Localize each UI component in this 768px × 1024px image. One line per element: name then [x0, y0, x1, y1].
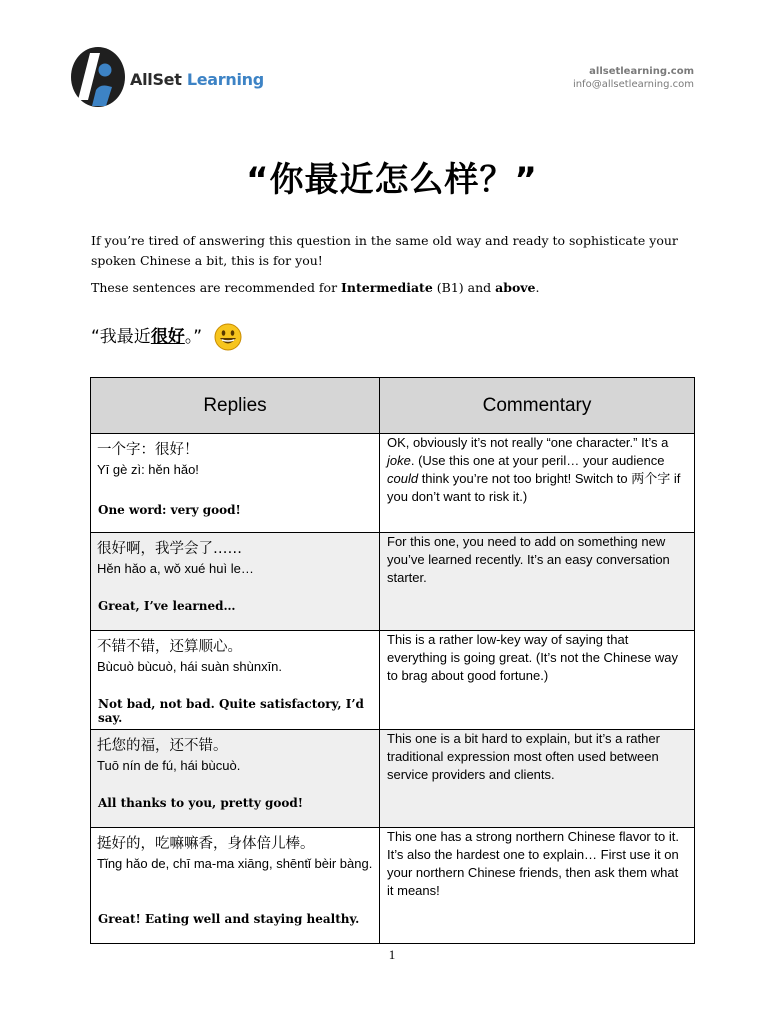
- reply-pinyin: Hěn hǎo a, wǒ xué huì le…: [97, 561, 254, 576]
- reply-english: Great! Eating well and staying healthy.: [98, 912, 360, 926]
- replies-table: [90, 377, 695, 944]
- table-header-row: [91, 378, 695, 434]
- reply-english: All thanks to you, pretty good!: [98, 796, 304, 810]
- commentary-cell: This one has a strong northern Chinese flavor to it. It’s also the hardest one to explain… First use it on your northern Chinese friends, then ask them what it means!: [380, 828, 695, 944]
- page-title: “你最近怎么样？”: [246, 160, 538, 200]
- recommendation-code: (B1) and: [432, 280, 496, 295]
- email-link[interactable]: info@allsetlearning.com: [572, 79, 694, 90]
- reply-cell: [91, 533, 380, 631]
- contact-info: [573, 65, 694, 91]
- commentary-cell: This is a rather low-key way of saying that everything is going great. (It’s not the Chinese way to brag about good fortune.): [380, 631, 695, 730]
- reply-chinese: 很好啊，我学会了……: [97, 541, 242, 557]
- example-suffix: 。”: [184, 327, 203, 347]
- reply-english: Not bad, not bad. Quite satisfactory, I’d say.: [98, 697, 364, 725]
- example-phrase: [91, 322, 242, 351]
- reply-english: Great, I’ve learned…: [98, 599, 236, 613]
- recommendation-paragraph: [91, 278, 691, 298]
- allset-learning-logo[interactable]: [70, 46, 264, 108]
- commentary-emphasis: could: [387, 471, 419, 486]
- replies-column-header: Replies: [91, 378, 380, 434]
- commentary-column-header: Commentary: [380, 378, 695, 434]
- reply-cell: [91, 631, 380, 730]
- table-row: [91, 828, 695, 944]
- logo-text-allset: AllSet: [130, 70, 182, 89]
- reply-cell: [91, 828, 380, 944]
- recommendation-level: Intermediate: [341, 280, 433, 295]
- grinning-face-icon: [214, 323, 242, 351]
- reply-cell: [91, 434, 380, 533]
- allset-logo-mark-icon: [70, 46, 130, 108]
- reply-cell: [91, 730, 380, 828]
- example-highlight: 很好: [150, 327, 185, 347]
- table-row: [91, 434, 695, 533]
- reply-english: One word: very good!: [98, 503, 241, 517]
- table-row: [91, 533, 695, 631]
- commentary-text: OK, obviously it’s not really “one character.” It’s a: [387, 435, 669, 450]
- logo-text-learning: Learning: [186, 70, 264, 89]
- reply-chinese: 一个字：很好！: [97, 442, 199, 458]
- example-prefix: “我最近: [91, 327, 151, 347]
- reply-chinese: 挺好的，吃嘛嘛香，身体倍儿棒。: [97, 836, 315, 852]
- commentary-cell: This one is a bit hard to explain, but it’s a rather traditional expression most often used between service providers and clients.: [380, 730, 695, 828]
- reply-pinyin: Tǐng hǎo de, chī ma-ma xiāng, shēntǐ bèir bàng.: [97, 856, 373, 871]
- recommendation-end: .: [535, 280, 540, 295]
- commentary-text: think you’re not too bright! Switch to 两个字 if you don’t want to risk it.): [387, 471, 681, 504]
- reply-pinyin: Tuō nín de fú, hái bùcuò.: [97, 758, 241, 773]
- intro-paragraph: If you’re tired of answering this question in the same old way and ready to sophisticate your spoken Chinese a bit, this is for you!: [91, 233, 678, 268]
- recommendation-prefix: These sentences are recommended for: [91, 280, 342, 295]
- website-link[interactable]: allsetlearning.com: [589, 66, 694, 77]
- reply-chinese: 不错不错，还算顺心。: [97, 639, 242, 655]
- page-number: 1: [388, 947, 396, 962]
- intro-section: [91, 231, 691, 298]
- reply-pinyin: Bùcuò bùcuò, hái suàn shùnxīn.: [97, 659, 283, 674]
- reply-pinyin: Yī gè zì: hěn hǎo!: [97, 462, 199, 477]
- reply-chinese: 托您的福，还不错。: [97, 738, 228, 754]
- table-row: [91, 730, 695, 828]
- commentary-cell: For this one, you need to add on something new you’ve learned recently. It’s an easy conversation starter.: [380, 533, 695, 631]
- table-row: [91, 631, 695, 730]
- commentary-text: . (Use this one at your peril… your audience: [410, 453, 665, 468]
- commentary-emphasis: joke: [387, 453, 411, 468]
- logo-wordmark: [130, 70, 264, 89]
- recommendation-suffix: above: [495, 280, 536, 295]
- commentary-cell: [380, 434, 695, 533]
